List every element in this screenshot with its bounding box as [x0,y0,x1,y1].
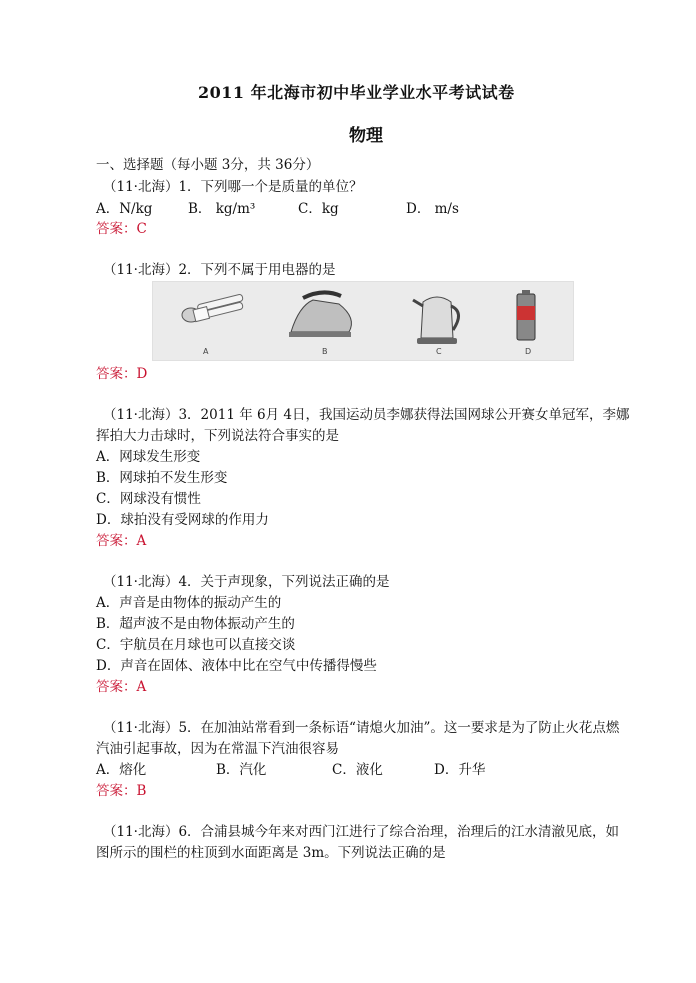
question-6-stem-line2: 图所示的围栏的柱顶到水面距离是 3m。下列说法正确的是 [96,845,446,861]
question-1-answer: 答案：C [96,221,147,237]
option-b: B．汽化 [216,762,267,778]
image-label-a: A [203,347,209,356]
kettle-icon [413,297,459,344]
question-4-option-d: D．声音在固体、液体中比在空气中传播得慢些 [96,658,377,674]
image-label-c: C [436,347,442,356]
question-3-option-a: A．网球发生形变 [96,449,201,465]
question-4-option-a: A．声音是由物体的振动产生的 [96,595,282,611]
image-label-d: D [525,347,532,356]
option-d: D． m/s [406,201,459,217]
cfl-bulb-icon [182,294,243,322]
page-title: 2011 年北海市初中毕业学业水平考试试卷 [198,83,515,102]
option-a: A．熔化 [96,762,147,778]
question-4-stem: （11·北海）4．关于声现象，下列说法正确的是 [103,574,390,590]
question-4-option-c: C．宇航员在月球也可以直接交谈 [96,637,296,653]
section-heading: 一、选择题（每小题 3分，共 36分） [96,157,320,173]
question-3-stem-line1: （11·北海）3．2011 年 6月 4日，我国运动员李娜获得法国网球公开赛女单冠军，李娜 [103,407,630,423]
battery-icon [517,290,535,340]
question-6-stem-line1: （11·北海）6．合浦县城今年来对西门江进行了综合治理，治理后的江水清澈见底，如 [103,824,620,840]
option-c: C．kg [298,201,339,217]
question-4-answer: 答案：A [96,679,147,695]
question-3-option-b: B．网球拍不发生形变 [96,470,228,486]
image-label-b: B [322,347,328,356]
question-3-stem-line2: 挥拍大力击球时，下列说法符合事实的是 [96,428,339,444]
question-3-option-c: C．网球没有惯性 [96,491,201,507]
option-a: A．N/kg [96,201,153,217]
option-c: C．液化 [332,762,383,778]
question-2-answer: 答案：D [96,366,148,382]
question-4-option-b: B．超声波不是由物体振动产生的 [96,616,295,632]
appliance-images [152,281,574,361]
question-1-options [96,197,459,217]
question-1-stem: （11·北海）1．下列哪一个是质量的单位？ [103,179,363,195]
question-5-options [96,758,485,778]
question-5-stem-line1: （11·北海）5．在加油站常看到一条标语“请熄火加油”。这一要求是为了防止火花点燃 [103,720,620,736]
iron-icon [289,292,351,337]
question-3-answer: 答案：A [96,533,147,549]
question-5-answer: 答案：B [96,783,147,799]
option-d: D．升华 [434,762,486,778]
question-5-stem-line2: 汽油引起事故，因为在常温下汽油很容易 [96,741,339,757]
subject-title: 物理 [349,126,383,146]
option-b: B． kg/m³ [188,201,256,217]
question-2-stem: （11·北海）2．下列不属于用电器的是 [103,262,336,278]
question-3-option-d: D．球拍没有受网球的作用力 [96,512,269,528]
